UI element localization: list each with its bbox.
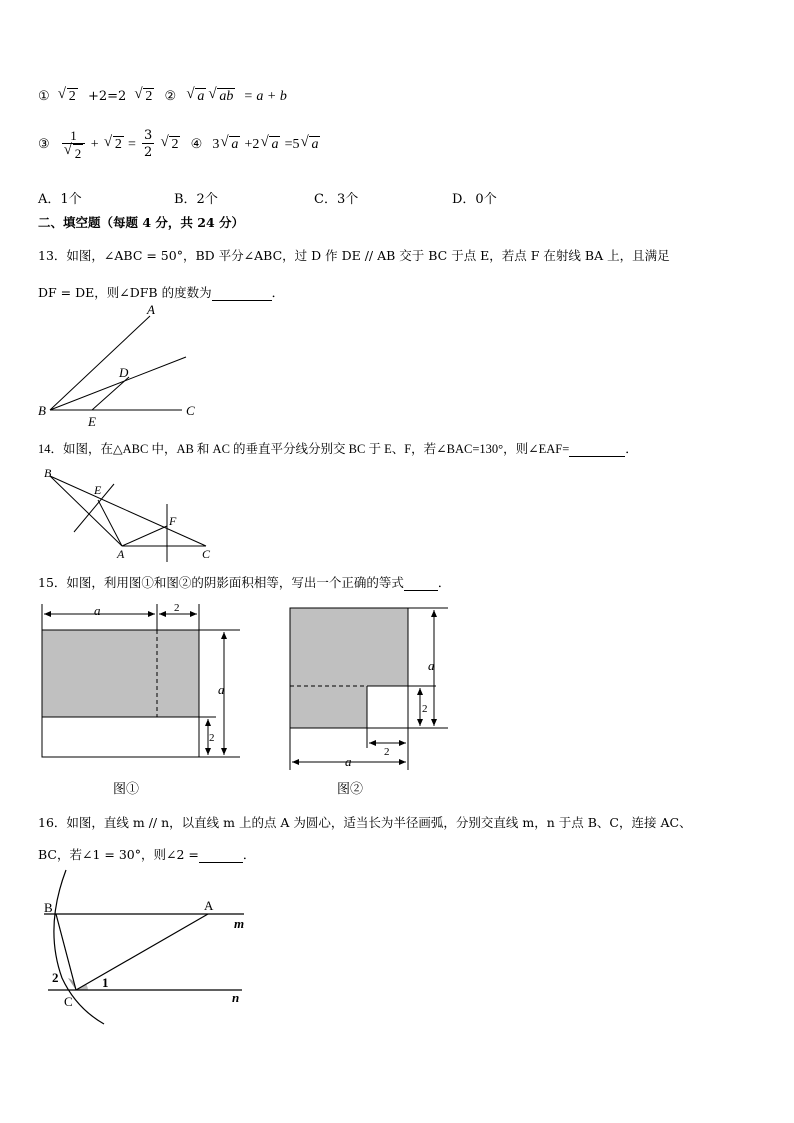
- circle-4: ④: [190, 137, 203, 153]
- statement-3-4: ③ 1 √ 2 + √ 2 = $\frac{3}{2}$ √ 2 ④ 3√ a +2√ a =5√ a: [38, 128, 320, 162]
- label-a-right: a: [428, 658, 435, 673]
- label-c: C: [202, 547, 211, 561]
- label-2-top: 2: [174, 602, 180, 614]
- ray-bd: [50, 357, 186, 410]
- option-a[interactable]: A．1个: [38, 192, 82, 207]
- segment-bc: [50, 476, 206, 546]
- eq-1: +2=2: [87, 89, 127, 104]
- q15-answer-blank[interactable]: [404, 578, 438, 591]
- label-c: C: [186, 403, 195, 418]
- label-1: 1: [102, 975, 109, 990]
- ray-ba: [50, 316, 150, 410]
- label-2-right: 2: [422, 703, 428, 715]
- segment-bc: [56, 914, 76, 990]
- circle-2: ②: [164, 89, 177, 104]
- label-e: E: [88, 414, 96, 429]
- section-title: 二、填空题（每题 4 分，共 24 分）: [38, 215, 245, 230]
- segment-de: [92, 377, 129, 410]
- q16-line2: BC，若∠1 = 30°，则∠2 = ．: [38, 847, 256, 862]
- q13-line1: 13．如图，∠ABC = 50°，BD 平分∠ABC，过 D 作 DE // AB 交于 BC 于点 E，若点 F 在射线 BA 上，且满足: [38, 248, 670, 263]
- label-a-right: a: [218, 682, 225, 697]
- caption-fig-1: 图①: [113, 781, 140, 796]
- circle-3: ③: [38, 137, 50, 153]
- label-n: n: [232, 990, 240, 1005]
- eq-2-rhs: = a + b: [243, 89, 287, 104]
- shaded-rect: [42, 630, 199, 717]
- q14-answer-blank[interactable]: [569, 444, 625, 457]
- option-d[interactable]: D．0个: [452, 192, 497, 207]
- q13-answer-blank[interactable]: [212, 288, 272, 301]
- segment-ac: [76, 914, 208, 990]
- statement-1-2: ① √ 2 +2=2 √ 2 ② √ a√ ab = a + b: [38, 88, 287, 105]
- label-a: A: [147, 302, 155, 317]
- label-a: A: [204, 898, 214, 913]
- q16-line1: 16．如图，直线 m // n，以直线 m 上的点 A 为圆心，适当长为半径画弧，分别交直线 m，n 于点 B、C，连接 AC、: [38, 815, 692, 830]
- label-a-top: a: [94, 603, 101, 618]
- label-e: E: [94, 483, 102, 497]
- arc: [54, 870, 104, 1024]
- label-b: B: [44, 900, 53, 915]
- shaded-top: [290, 608, 408, 686]
- q13-line2: DF = DE，则∠DFB 的度数为 ．: [38, 285, 285, 300]
- q14-line: 14．如图，在△ABC 中，AB 和 AC 的垂直平分线分别交 BC 于 E、F，若∠BAC=130°，则∠EAF= ．: [38, 442, 638, 456]
- shaded-bottom-left: [290, 686, 367, 728]
- label-2-bottom: 2: [384, 746, 390, 758]
- option-b[interactable]: B．2个: [174, 192, 218, 207]
- label-b: B: [38, 403, 46, 418]
- q15-figure-1: [30, 598, 245, 803]
- q13-figure: [30, 302, 210, 430]
- q16-figure: [38, 868, 253, 1028]
- label-a-bottom: a: [345, 754, 352, 769]
- label-f: F: [169, 514, 177, 528]
- q14-figure: [38, 462, 218, 562]
- circle-1: ①: [38, 89, 50, 104]
- label-2-right: 2: [209, 732, 215, 744]
- q15-figure-2: [280, 598, 460, 803]
- option-c[interactable]: C．3个: [314, 192, 359, 207]
- label-c: C: [64, 994, 73, 1009]
- segment-af: [122, 526, 167, 546]
- label-m: m: [234, 916, 245, 931]
- q15-line: 15．如图，利用图①和图②的阴影面积相等，写出一个正确的等式 ．: [38, 575, 451, 590]
- segment-ba: [50, 476, 122, 546]
- label-d: D: [119, 365, 129, 380]
- label-b: B: [44, 466, 52, 480]
- label-2: 2: [52, 970, 59, 985]
- caption-fig-2: 图②: [337, 781, 364, 796]
- q16-answer-blank[interactable]: [199, 850, 243, 863]
- label-a: A: [117, 547, 125, 561]
